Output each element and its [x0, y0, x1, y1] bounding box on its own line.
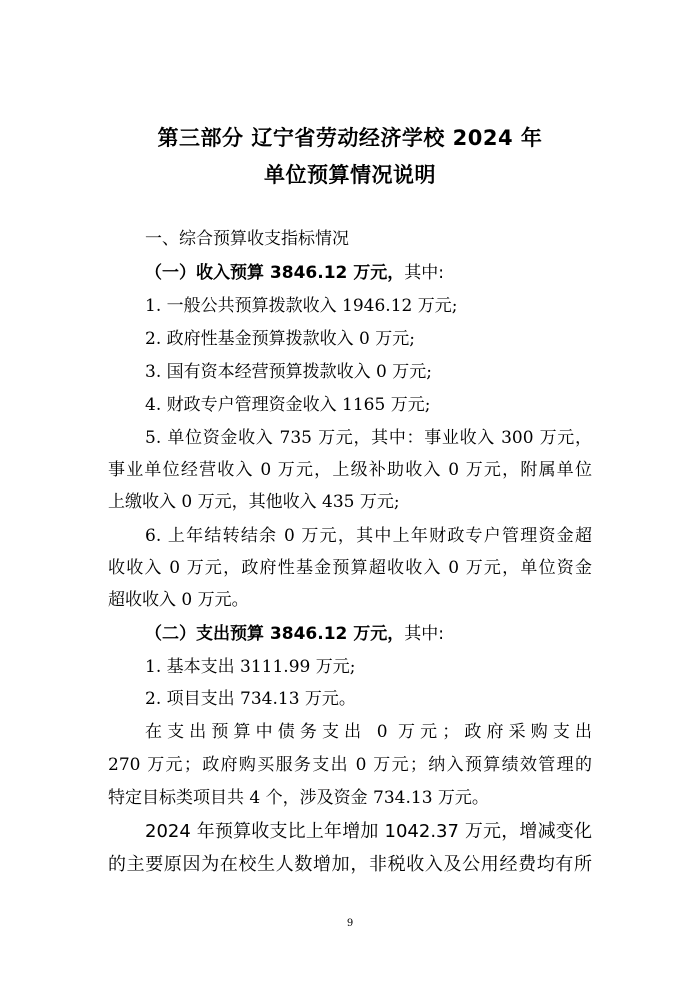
change-line-1: 2024 年预算收支比上年增加 1042.37 万元，增减变化 — [145, 821, 592, 842]
expense-heading-bold: （二）支出预算 3846.12 万元， — [145, 624, 405, 644]
income-item-2: 2. 政府性基金预算拨款收入 0 万元; — [145, 329, 415, 349]
expense-note-line-2: 270 万元；政府购买服务支出 0 万元；纳入预算绩效管理的 — [108, 755, 592, 775]
expense-item-1: 1. 基本支出 3111.99 万元; — [145, 657, 356, 677]
income-item-5-line-1: 5. 单位资金收入 735 万元，其中：事业收入 300 万元， — [145, 428, 592, 448]
income-item-4: 4. 财政专户管理资金收入 1165 万元; — [145, 395, 431, 415]
income-item-1: 1. 一般公共预算拨款收入 1946.12 万元; — [145, 296, 458, 316]
income-item-3: 3. 国有资本经营预算拨款收入 0 万元; — [145, 362, 432, 382]
income-heading-rest: 其中: — [404, 263, 445, 283]
income-item-5-line-2: 事业单位经营收入 0 万元，上级补助收入 0 万元，附属单位 — [108, 460, 592, 480]
expense-heading-rest: 其中: — [404, 624, 445, 644]
expense-heading — [145, 623, 444, 645]
page-title-line-1: 第三部分 辽宁省劳动经济学校 2024 年 — [157, 126, 543, 150]
income-item-6-line-1: 6. 上年结转结余 0 万元，其中上年财政专户管理资金超 — [145, 526, 592, 546]
income-heading-bold: （一）收入预算 3846.12 万元， — [145, 263, 405, 283]
expense-item-2: 2. 项目支出 734.13 万元。 — [145, 689, 356, 709]
income-item-5-line-3: 上缴收入 0 万元，其他收入 435 万元; — [108, 492, 400, 512]
income-item-6-line-3: 超收收入 0 万元。 — [108, 590, 249, 610]
income-heading — [145, 262, 444, 284]
income-item-6-line-2: 收收入 0 万元，政府性基金预算超收收入 0 万元，单位资金 — [108, 558, 592, 578]
page-number: 9 — [346, 918, 354, 929]
expense-note-line-1: 在支出预算中债务支出 0 万元；政府采购支出 — [145, 722, 592, 742]
section-heading: 一、综合预算收支指标情况 — [145, 229, 349, 249]
expense-note-line-3: 特定目标类项目共 4 个，涉及资金 734.13 万元。 — [108, 788, 489, 808]
page-title-line-2: 单位预算情况说明 — [264, 163, 436, 187]
change-line-2: 的主要原因为在校生人数增加，非税收入及公用经费均有所 — [108, 854, 592, 875]
